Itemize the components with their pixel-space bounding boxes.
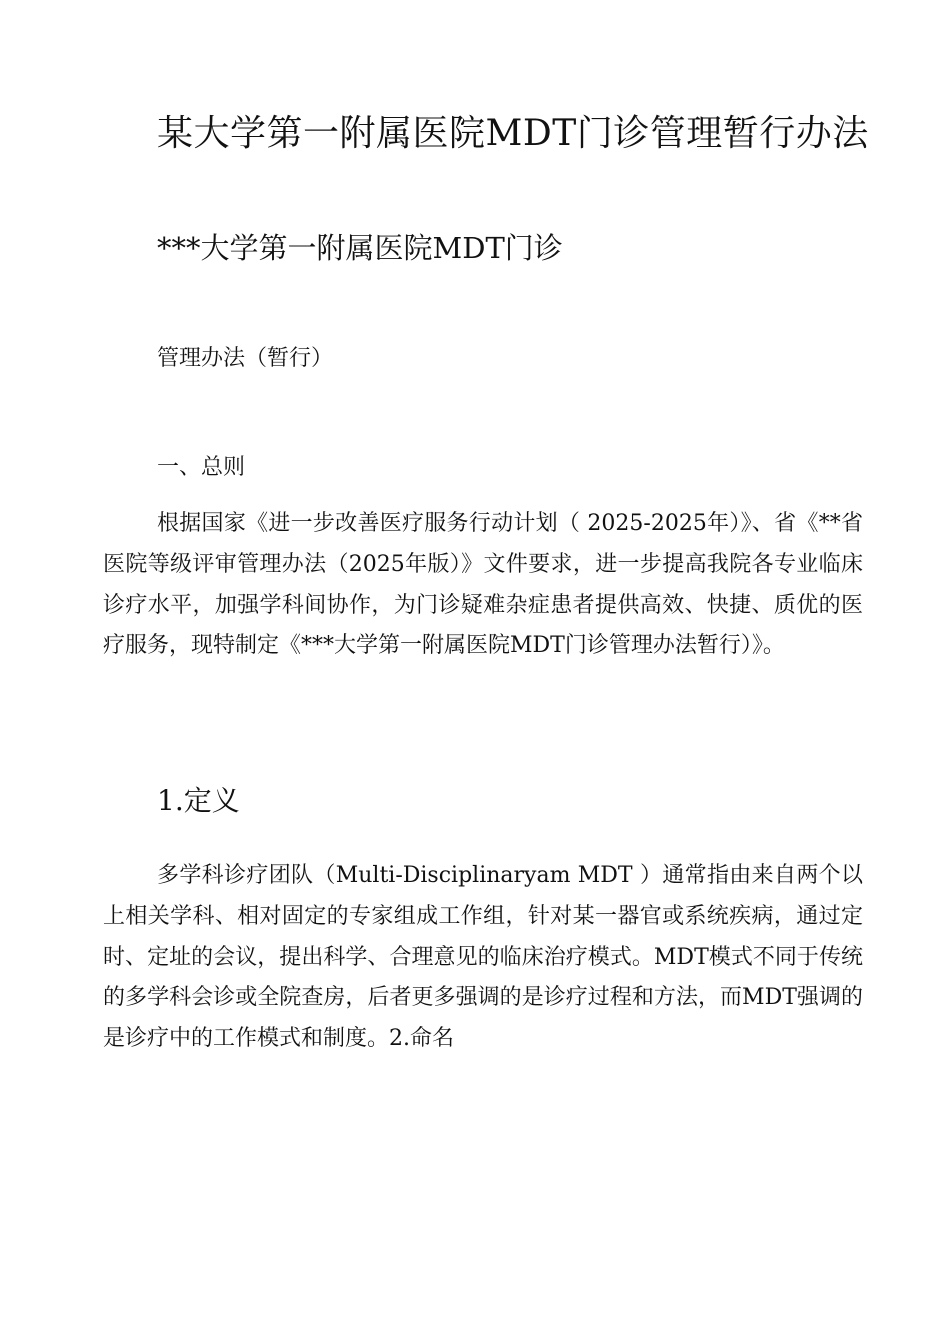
document-subtitle: ***大学第一附属医院MDT门诊 — [157, 231, 563, 265]
definition-paragraph: 多学科诊疗团队（Multi-Disciplinaryam MDT ）通常指由来自两个以上相关学科、相对固定的专家组成工作组，针对某一器官或系统疾病，通过定时、定址的会议，提出科学、合理意见的临床治疗模式。MDT模式不同于传统的多学科会诊或全院查房，后者更多强调的是诊疗过程和方法，而MDT强调的是诊疗中的工作模式和制度。2.命名 — [103, 863, 863, 1052]
document-subtitle-secondary: 管理办法（暂行） — [157, 346, 334, 371]
document-title: 某大学第一附属医院MDT门诊管理暂行办法 — [157, 113, 869, 154]
section-heading-definition: 1.定义 — [157, 784, 240, 817]
section-heading-general: 一、总则 — [157, 455, 246, 480]
general-paragraph: 根据国家《进一步改善医疗服务行动计划（ 2025-2025年）》、省《**省医院等级评审管理办法（2025年版）》文件要求，进一步提高我院各专业临床诊疗水平，加强学科间协作，为门诊疑难杂症患者提供高效、快捷、质优的医疗服务，现特制定《***大学第一附属医院MDT门诊管理办法暂行）》。 — [103, 511, 863, 659]
